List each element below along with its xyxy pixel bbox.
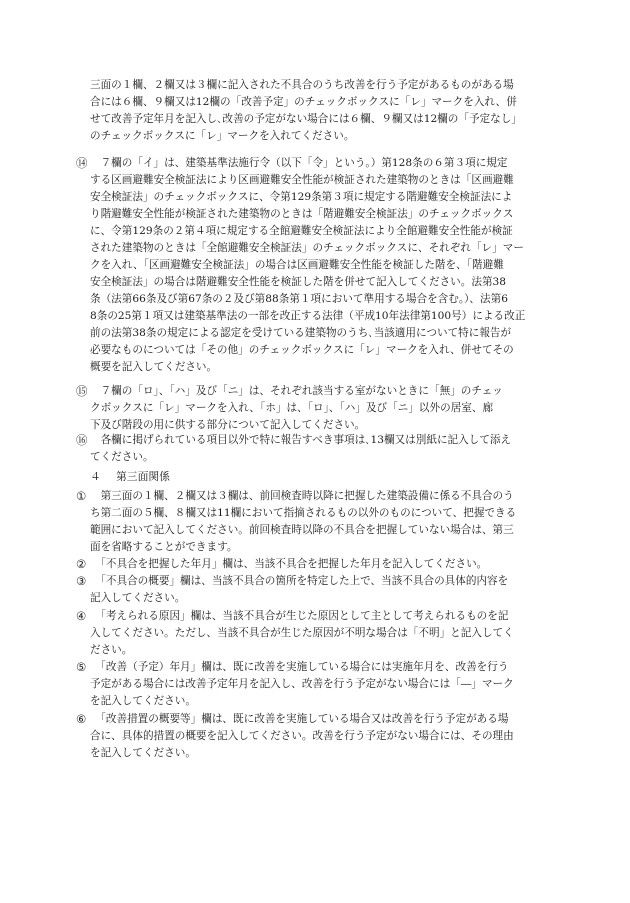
- text-line: 必要なものについては「その他」のチェックボックスに「レ」マークを入れ、併せてその: [90, 344, 514, 356]
- text-line: 入してください。ただし、当該不具合が生じた原因が不明な場合は「不明」と記入してく: [90, 627, 514, 639]
- item-number: ⑯: [76, 433, 88, 447]
- text-line: 合には６欄、９欄又は12欄の「改善予定」のチェックボックスに「レ」マークを入れ、併: [90, 96, 517, 108]
- section4-item-2: [76, 556, 555, 573]
- item-number: ③: [76, 574, 87, 588]
- text-line: 8条の25第１項又は建築基準法の一部を改正する法律（平成10年法律第100号）による改正: [90, 310, 526, 322]
- text-line: に、令第129条の２第４項に規定する全館避難安全検証法により全館避難安全性能が検証: [90, 225, 513, 237]
- paragraph-item-16: [76, 432, 555, 466]
- text-line: 安全検証法」の場合は階避難安全性能を検証した階を併せて記入してください。法第38: [90, 276, 507, 288]
- text-line: 予定がある場合には改善予定年月を記入し、改善を行う予定がない場合には「―」マーク: [90, 678, 514, 690]
- text-line: された建築物のときは「全館避難安全検証法」のチェックボックスに、それぞれ「レ」マー: [90, 242, 524, 254]
- text-line: を記入してください。: [90, 747, 196, 759]
- section4-item-1: [76, 488, 555, 556]
- text-line: のチェックボックスに「レ」マークを入れてください。: [90, 130, 355, 142]
- text-line: 範囲において記入してください。前回検査時以降の不具合を把握していない場合は、第三: [90, 524, 514, 536]
- text-line: クボックスに「レ」マークを入れ、「ホ」は、「ロ」、「ハ」及び「ニ」以外の居室、廊: [90, 402, 494, 414]
- text-line: 「不具合を把握した年月」欄は、当該不具合を把握した年月を記入してください。: [90, 558, 488, 570]
- section-title: 第三面関係: [116, 470, 170, 483]
- item-number: ⑤: [76, 660, 87, 674]
- text-line: を記入してください。: [90, 695, 196, 707]
- item-number: ⑥: [76, 712, 87, 726]
- text-line: 合に、具体的措置の概要を記入してください。改善を行う予定がない場合には、その理由: [90, 730, 514, 742]
- text-line: 「改善（予定）年月」欄は、既に改善を実施している場合には実施年月を、改善を行う: [90, 661, 509, 673]
- item-number: ④: [76, 609, 87, 623]
- text-line: ださい。: [90, 644, 133, 656]
- text-line: ち第二面の５欄、８欄又は11欄において指摘されるもの以外のものについて、把握できる: [90, 507, 517, 519]
- text-line: 安全検証法」のチェックボックスに、令第129条第３項に規定する階避難安全検証法によ: [90, 191, 513, 203]
- paragraph-continuation: [90, 77, 555, 145]
- text-line: 記入してください。: [90, 592, 186, 604]
- text-line: 「考えられる原因」欄は、当該不具合が生じた原因として主として考えられるものを記: [90, 610, 509, 622]
- item-number: ⑭: [76, 156, 88, 170]
- item-number: ②: [76, 557, 87, 571]
- section4-item-4: [76, 608, 555, 659]
- text-line: り階避難安全性能が検証された建築物のときは「階避難安全検証法」のチェックボックス: [90, 208, 514, 220]
- text-line: 下及び階段の用に供する部分について記入してください。: [90, 419, 366, 431]
- text-line: 「改善措置の概要等」欄は、既に改善を実施している場合又は改善を行う予定がある場: [90, 713, 509, 725]
- text-line: 条（法第66条及び第67条の２及び第88条第１項において準用する場合を含む。）、法第6: [90, 293, 508, 305]
- text-line: せて改善予定年月を記入し､改善の予定がない場合には６欄、９欄又は12欄の「予定なし」: [90, 113, 522, 125]
- text-line: 第三面の１欄、２欄又は３欄は、前回検査時以降に把握した建築設備に係る不具合のう: [90, 490, 514, 502]
- paragraph-item-15: [76, 383, 555, 434]
- text-line: 前の法第38条の規定による認定を受けている建築物のうち､当該適用について特に報告が: [90, 327, 512, 339]
- text-line: ７欄の「ロ」、「ハ」及び「ニ」は、それぞれ該当する室がないときに「無」のチェッ: [90, 385, 503, 397]
- text-line: する区画避難安全検証法により区画避難安全性能が検証された建築物のときは「区画避難: [90, 174, 514, 186]
- text-line: ７欄の「イ」は、建築基準法施行令（以下「令」という。）第128条の６第３項に規定: [90, 157, 508, 169]
- text-line: 三面の１欄、２欄又は３欄に記入された不具合のうち改善を行う予定があるものがある場: [90, 79, 514, 91]
- section-heading: [90, 468, 170, 485]
- paragraph-item-14: [76, 155, 555, 376]
- text-line: てください。: [90, 451, 154, 463]
- text-line: 「不具合の概要」欄は、当該不具合の箇所を特定した上で、当該不具合の具体的内容を: [90, 575, 509, 587]
- section-number: ４: [90, 470, 101, 483]
- section4-item-6: [76, 711, 555, 762]
- text-line: 各欄に掲げられている項目以外で特に報告すべき事項は､13欄又は別紙に記入して添え: [90, 434, 512, 446]
- item-number: ⑮: [76, 384, 88, 398]
- section4-item-3: [76, 573, 555, 607]
- text-line: クを入れ、「区画避難安全検証法」の場合は区画避難安全性能を検証した階を、「階避難: [90, 259, 504, 271]
- item-number: ①: [76, 489, 87, 503]
- section4-item-5: [76, 659, 555, 710]
- text-line: 面を省略することができます。: [90, 541, 238, 553]
- text-line: 概要を記入してください。: [90, 361, 218, 373]
